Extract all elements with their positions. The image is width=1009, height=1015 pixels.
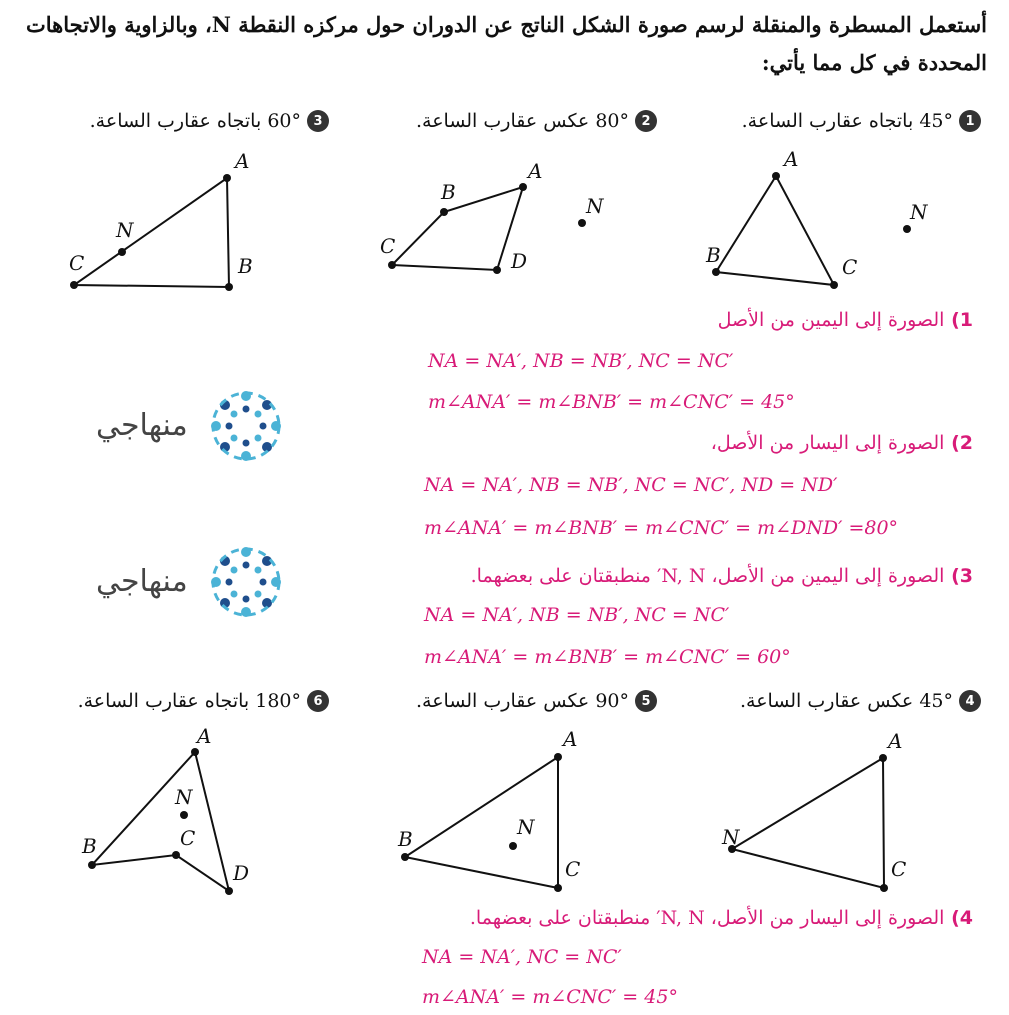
label-B: B (706, 243, 721, 267)
logo-text: منهاجي (96, 564, 188, 599)
instructions-paragraph: أستعمل المسطرة والمنقلة لرسم صورة الشكل الناتج عن الدوران حول مركزه النقطة N، وبالزاوية والاتجاهات المحددة في كل مما يأتي: (25, 12, 987, 75)
answer-4-heading: 4) الصورة إلى اليسار من الأصل، N, N′ منطبقتان على بعضهما. (469, 907, 973, 929)
problem-number-badge: 5 (635, 690, 657, 712)
problem-number-badge: 4 (959, 690, 981, 712)
answer-4-equation-1: NA = NA′, NC = NC′ (422, 946, 622, 968)
point-C (554, 884, 562, 892)
logo-text: منهاجي (96, 408, 188, 443)
answer-1-equation-1: NA = NA′, NB = NB′, NC = NC′ (428, 350, 734, 372)
point-A (879, 754, 887, 762)
label-C: C (180, 826, 196, 850)
figure-4-triangle (732, 758, 884, 888)
answer-number: 2 (959, 432, 973, 454)
figure-6-quadrilateral (92, 752, 229, 891)
point-C (388, 261, 396, 269)
answer-3-heading: 3) الصورة إلى اليمين من الأصل، N, N′ منطبقتان على بعضهما. (470, 565, 973, 587)
label-C: C (380, 234, 396, 258)
answer-3-equation-1: NA = NA′, NB = NB′, NC = NC′ (424, 604, 730, 626)
label-B: B (398, 827, 413, 851)
problem-number-badge: 1 (959, 110, 981, 132)
figure-1-triangle (716, 176, 834, 285)
label-N: N (722, 825, 740, 849)
point-A (772, 172, 780, 180)
label-N: N (517, 815, 535, 839)
label-A: A (197, 724, 212, 748)
label-A: A (528, 159, 543, 183)
label-A: A (235, 149, 250, 173)
answer-1-equation-2: m∠ANA′ = m∠BNB′ = m∠CNC′ = 45° (428, 391, 795, 413)
label-N: N (586, 194, 604, 218)
logo-emblem (211, 547, 281, 617)
label-A: A (563, 727, 578, 751)
point-B (88, 861, 96, 869)
label-C: C (842, 255, 858, 279)
label-N: N (116, 218, 134, 242)
point-A (554, 753, 562, 761)
problem-text: 90° عكس عقارب الساعة. (415, 690, 629, 712)
problem-text: 80° عكس عقارب الساعة. (415, 110, 629, 132)
problem-text: 60° باتجاه عقارب الساعة. (89, 110, 301, 132)
point-A (191, 748, 199, 756)
label-A: A (888, 729, 903, 753)
answer-3-equation-2: m∠ANA′ = m∠BNB′ = m∠CNC′ = 60° (424, 646, 791, 668)
point-C (830, 281, 838, 289)
problem-number-badge: 3 (307, 110, 329, 132)
label-A: A (784, 147, 799, 171)
figure-5-triangle (405, 757, 558, 888)
figure-2-quadrilateral (392, 187, 523, 270)
point-N (903, 225, 911, 233)
point-A (223, 174, 231, 182)
point-C (880, 884, 888, 892)
logo-emblem (211, 391, 281, 461)
answer-1-heading: 1) الصورة إلى اليمين من الأصل (717, 309, 973, 331)
label-C: C (891, 857, 907, 881)
point-N (118, 248, 126, 256)
point-B (225, 283, 233, 291)
point-N (578, 219, 586, 227)
answer-number: 3 (959, 565, 973, 587)
point-N (509, 842, 517, 850)
problem-text: 45° عكس عقارب الساعة. (739, 690, 953, 712)
point-B (401, 853, 409, 861)
point-C (70, 281, 78, 289)
point-C (172, 851, 180, 859)
problem-text: 45° باتجاه عقارب الساعة. (741, 110, 953, 132)
answer-2-equation-2: m∠ANA′ = m∠BNB′ = m∠CNC′ = m∠DND′ =80° (424, 517, 899, 539)
label-D: D (511, 249, 528, 273)
problem-text: 180° باتجاه عقارب الساعة. (77, 690, 301, 712)
label-N: N (175, 785, 193, 809)
point-A (519, 183, 527, 191)
label-C: C (69, 251, 85, 275)
problem-number-badge: 6 (307, 690, 329, 712)
answer-number: 1 (959, 309, 973, 331)
answer-2-heading: 2) الصورة إلى اليسار من الأصل، (710, 432, 973, 454)
point-N (180, 811, 188, 819)
answer-number: 4 (959, 907, 973, 929)
answer-2-equation-1: NA = NA′, NB = NB′, NC = NC′, ND = ND′ (424, 474, 838, 496)
point-D (493, 266, 501, 274)
label-N: N (910, 200, 928, 224)
label-D: D (233, 861, 250, 885)
point-B (712, 268, 720, 276)
problem-number-badge: 2 (635, 110, 657, 132)
label-C: C (565, 857, 581, 881)
label-B: B (441, 180, 456, 204)
label-B: B (82, 834, 97, 858)
point-B (440, 208, 448, 216)
answer-4-equation-2: m∠ANA′ = m∠CNC′ = 45° (422, 986, 678, 1008)
point-D (225, 887, 233, 895)
figure-3-triangle (74, 178, 229, 287)
label-B: B (238, 254, 253, 278)
